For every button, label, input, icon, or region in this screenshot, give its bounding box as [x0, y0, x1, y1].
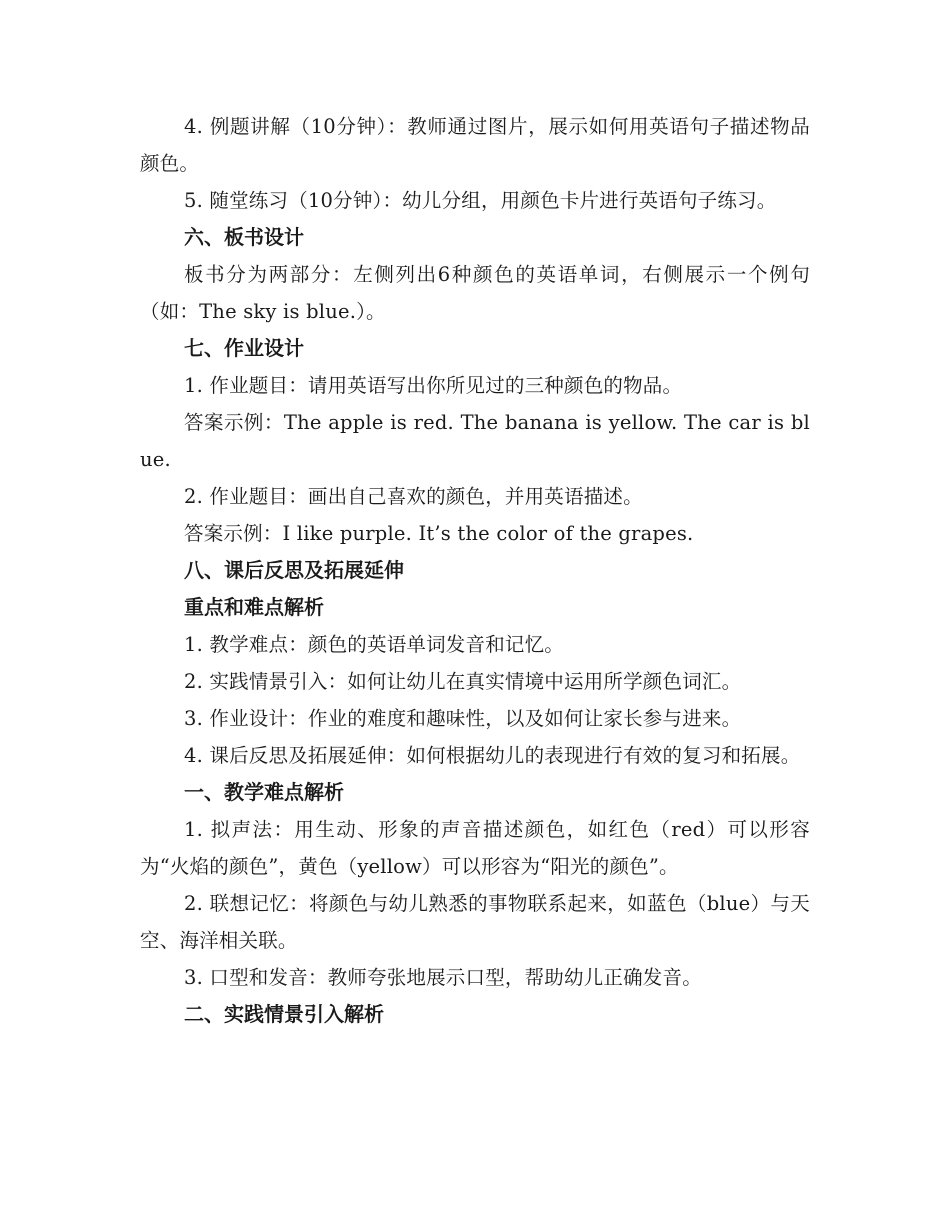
paragraph-associative-memory: 2. 联想记忆：将颜色与幼儿熟悉的事物联系起来，如蓝色（blue）与天空、海洋相关联。 [140, 892, 810, 952]
paragraph-in-class-practice: 5. 随堂练习（10分钟）：幼儿分组，用颜色卡片进行英语句子练习。 [184, 189, 777, 212]
paragraph-example-explanation: 4. 例题讲解（10分钟）：教师通过图片，展示如何用英语句子描述物品颜色。 [140, 115, 810, 175]
paragraph-mouth-shape-pronunciation: 3. 口型和发音：教师夸张地展示口型，帮助幼儿正确发音。 [184, 966, 702, 989]
paragraph-difficulty-1: 1. 教学难点：颜色的英语单词发音和记忆。 [184, 633, 565, 656]
paragraph-board-layout: 板书分为两部分：左侧列出6种颜色的英语单词，右侧展示一个例句（如：The sky is blue.）。 [140, 263, 810, 323]
paragraph-onomatopoeia-method: 1. 拟声法：用生动、形象的声音描述颜色，如红色（red）可以形容为“火焰的颜色”，黄色（yellow）可以形容为“阳光的颜色”。 [140, 818, 810, 878]
heading-board-design: 六、板书设计 [184, 225, 304, 249]
heading-practice-scenario-analysis: 二、实践情景引入解析 [184, 1002, 384, 1026]
paragraph-homework-1: 1. 作业题目：请用英语写出你所见过的三种颜色的物品。 [184, 374, 683, 397]
heading-homework-design: 七、作业设计 [184, 336, 304, 360]
paragraph-answer-example-2: 答案示例：I like purple. It’s the color of the grapes. [184, 522, 694, 545]
paragraph-difficulty-3: 3. 作业设计：作业的难度和趣味性，以及如何让家长参与进来。 [184, 707, 742, 730]
heading-teaching-difficulty-analysis: 一、教学难点解析 [184, 780, 344, 804]
paragraph-homework-2: 2. 作业题目：画出自己喜欢的颜色，并用英语描述。 [184, 485, 643, 508]
paragraph-answer-example-1: 答案示例：The apple is red. The banana is yellow. The car is blue. [140, 411, 810, 471]
paragraph-difficulty-2: 2. 实践情景引入：如何让幼儿在真实情境中运用所学颜色词汇。 [184, 670, 742, 693]
paragraph-difficulty-4: 4. 课后反思及拓展延伸：如何根据幼儿的表现进行有效的复习和拓展。 [184, 744, 801, 767]
heading-key-difficult-points: 重点和难点解析 [184, 595, 324, 619]
document-body [140, 108, 810, 1033]
heading-reflection-extension: 八、课后反思及拓展延伸 [184, 558, 404, 582]
